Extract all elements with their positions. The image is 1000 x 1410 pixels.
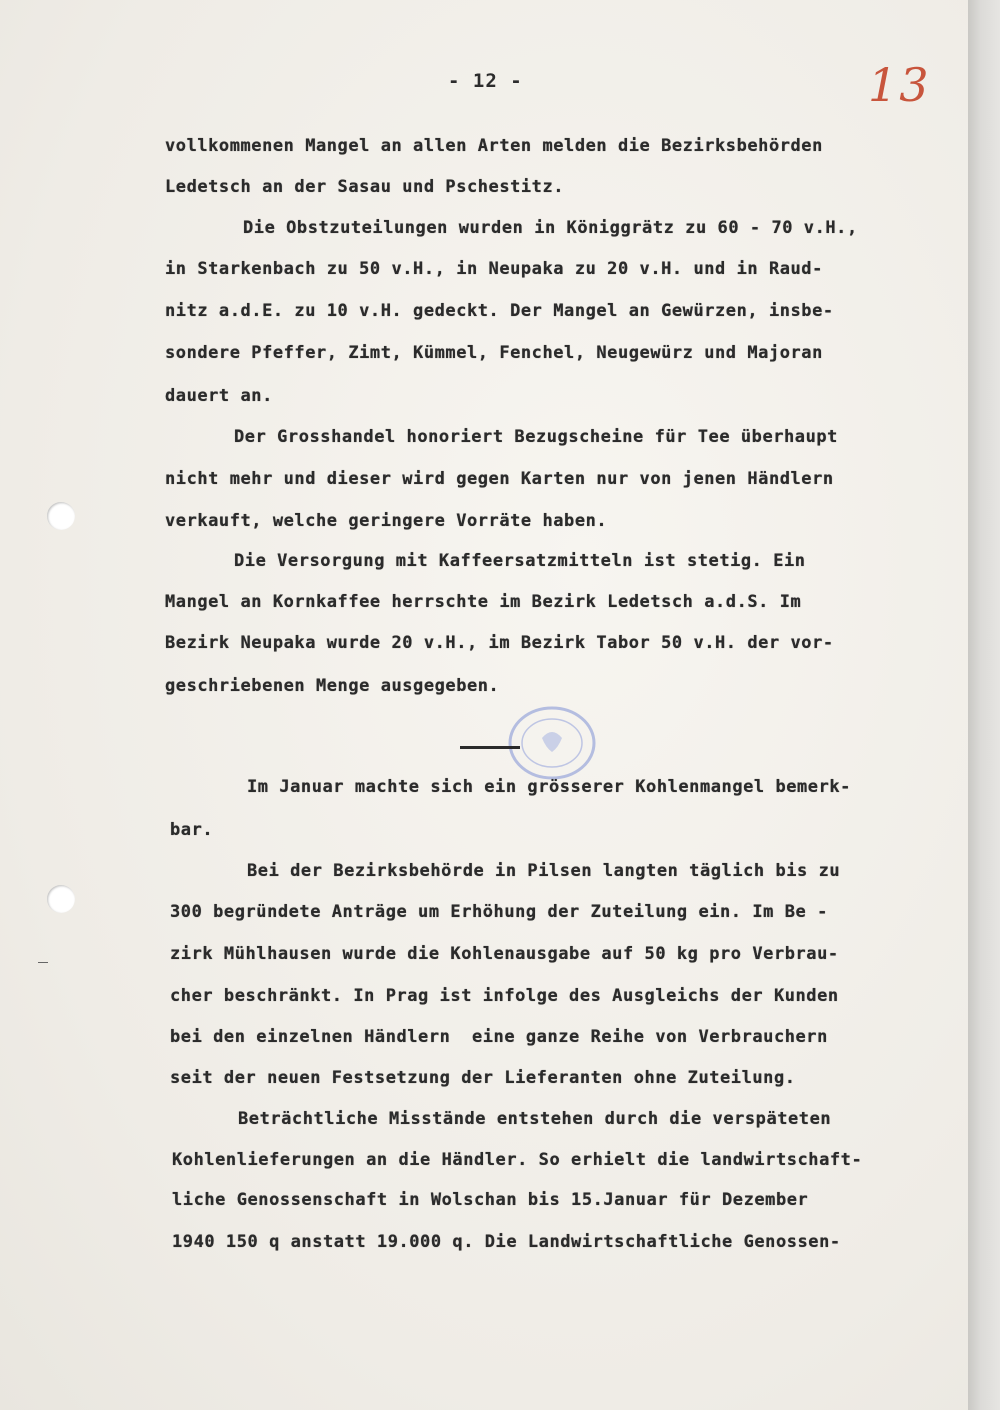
text-line: Bezirk Neupaka wurde 20 v.H., im Bezirk Tabor 50 v.H. der vor- [165,633,834,653]
text-line: Der Grosshandel honoriert Bezugscheine für Tee überhaupt [234,427,838,447]
text-line: Bei der Bezirksbehörde in Pilsen langten täglich bis zu [247,861,841,881]
text-line: nitz a.d.E. zu 10 v.H. gedeckt. Der Mangel an Gewürzen, insbe- [165,301,834,321]
text-line: nicht mehr und dieser wird gegen Karten nur von jenen Händlern [165,469,834,489]
punch-hole-bottom [47,885,75,913]
punch-hole-top [47,502,75,530]
text-line: Die Versorgung mit Kaffeersatzmitteln ist stetig. Ein [234,551,806,571]
text-line: Kohlenlieferungen an die Händler. So erhielt die landwirtschaft- [172,1150,863,1170]
round-stamp-icon [506,704,598,782]
margin-mark [38,962,48,963]
text-line: vollkommenen Mangel an allen Arten melden die Bezirksbehörden [165,136,823,156]
text-line: sondere Pfeffer, Zimt, Kümmel, Fenchel, Neugewürz und Majoran [165,343,823,363]
text-line: Die Obstzuteilungen wurden in Königgrätz zu 60 - 70 v.H., [243,218,858,238]
text-line: Mangel an Kornkaffee herrschte im Bezirk Ledetsch a.d.S. Im [165,592,802,612]
text-line: 300 begründete Anträge um Erhöhung der Zuteilung ein. Im Be - [170,902,828,922]
text-line: seit der neuen Festsetzung der Lieferanten ohne Zuteilung. [170,1068,796,1088]
text-line: Beträchtliche Misstände entstehen durch die verspäteten [238,1109,832,1129]
text-line: cher beschränkt. In Prag ist infolge des Ausgleichs der Kunden [170,986,839,1006]
text-line: zirk Mühlhausen wurde die Kohlenausgabe auf 50 kg pro Verbrau- [170,944,839,964]
text-line: geschriebenen Menge ausgegeben. [165,676,500,696]
page-edge-background [968,0,1000,1410]
text-line: Ledetsch an der Sasau und Pschestitz. [165,177,565,197]
text-line: verkauft, welche geringere Vorräte haben. [165,511,608,531]
text-line: dauert an. [165,386,273,406]
page-number: - 12 - [448,70,523,92]
text-line: 1940 150 q anstatt 19.000 q. Die Landwirtschaftliche Genossen- [172,1232,841,1252]
text-line: in Starkenbach zu 50 v.H., in Neupaka zu 20 v.H. und in Raud- [165,259,823,279]
text-line: liche Genossenschaft in Wolschan bis 15.Januar für Dezember [172,1190,809,1210]
handwritten-folio-number: 13 [868,58,931,112]
text-line: Im Januar machte sich ein grösserer Kohlenmangel bemerk- [247,777,851,797]
section-divider [460,746,520,749]
text-line: bar. [170,820,214,840]
text-line: bei den einzelnen Händlern eine ganze Reihe von Verbrauchern [170,1027,828,1047]
